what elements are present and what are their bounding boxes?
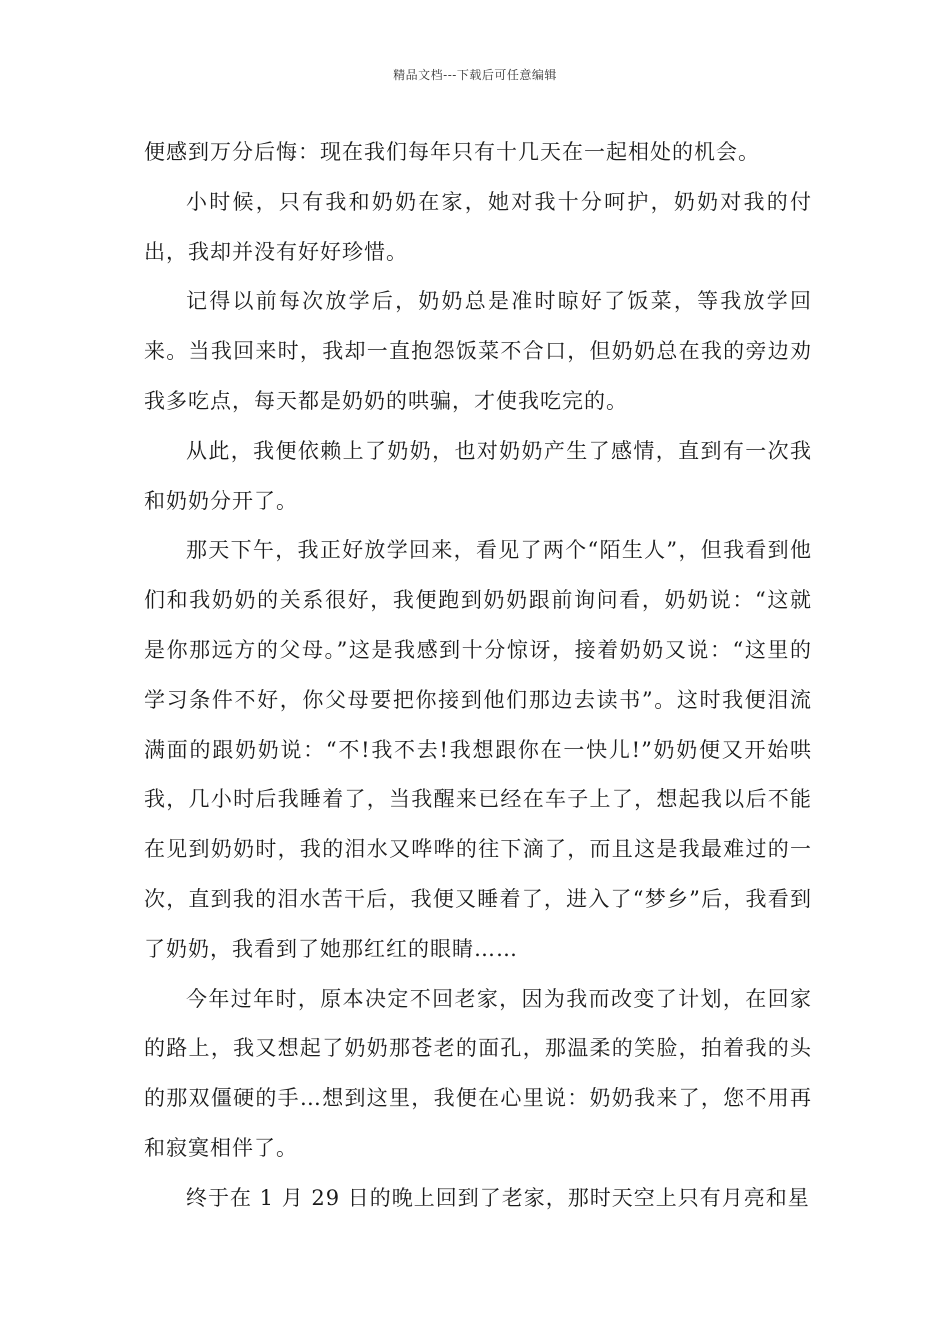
paragraph: 那天下午，我正好放学回来，看见了两个“陌生人”，但我看到他们和我奶奶的关系很好，我便跑到奶奶跟前询问看，奶奶说：“这就是你那远方的父母。”这是我感到十分惊讶，接着奶奶又说：“这里的学习条件不好，你父母要把你接到他们那边去读书”。这时我便泪流满面的跟奶奶说：“不!我不去!我想跟你在一快儿!”奶奶便又开始哄我，几小时后我睡着了，当我醒来已经在车子上了，想起我以后不能在见到奶奶时，我的泪水又哗哗的往下滴了，而且这是我最难过的一次，直到我的泪水苦干后，我便又睡着了，进入了“梦乡”后，我看到了奶奶，我看到了她那红红的眼睛……	[144, 538, 812, 961]
paragraph: 从此，我便依赖上了奶奶，也对奶奶产生了感情，直到有一次我和奶奶分开了。	[144, 438, 812, 513]
page-header: 精品文档---下载后可任意编辑	[393, 68, 557, 82]
paragraph: 终于在 1 月 29 日的晚上回到了老家，那时天空上只有月亮和星	[186, 1185, 810, 1210]
paragraph: 今年过年时，原本决定不回老家，因为我而改变了计划，在回家的路上，我又想起了奶奶那苍老的面孔，那温柔的笑脸，拍着我的头的那双僵硬的手…想到这里，我便在心里说：奶奶我来了，您不用再和寂寞相伴了。	[144, 986, 812, 1160]
paragraph: 记得以前每次放学后，奶奶总是准时晾好了饭菜，等我放学回来。当我回来时，我却一直抱怨饭菜不合口，但奶奶总在我的旁边劝我多吃点，每天都是奶奶的哄骗，才使我吃完的。	[144, 289, 812, 413]
paragraph: 小时候，只有我和奶奶在家，她对我十分呵护，奶奶对我的付出，我却并没有好好珍惜。	[144, 189, 812, 264]
document-body	[144, 128, 812, 1224]
paragraph-continuation: 便感到万分后悔：现在我们每年只有十几天在一起相处的机会。	[144, 140, 760, 164]
